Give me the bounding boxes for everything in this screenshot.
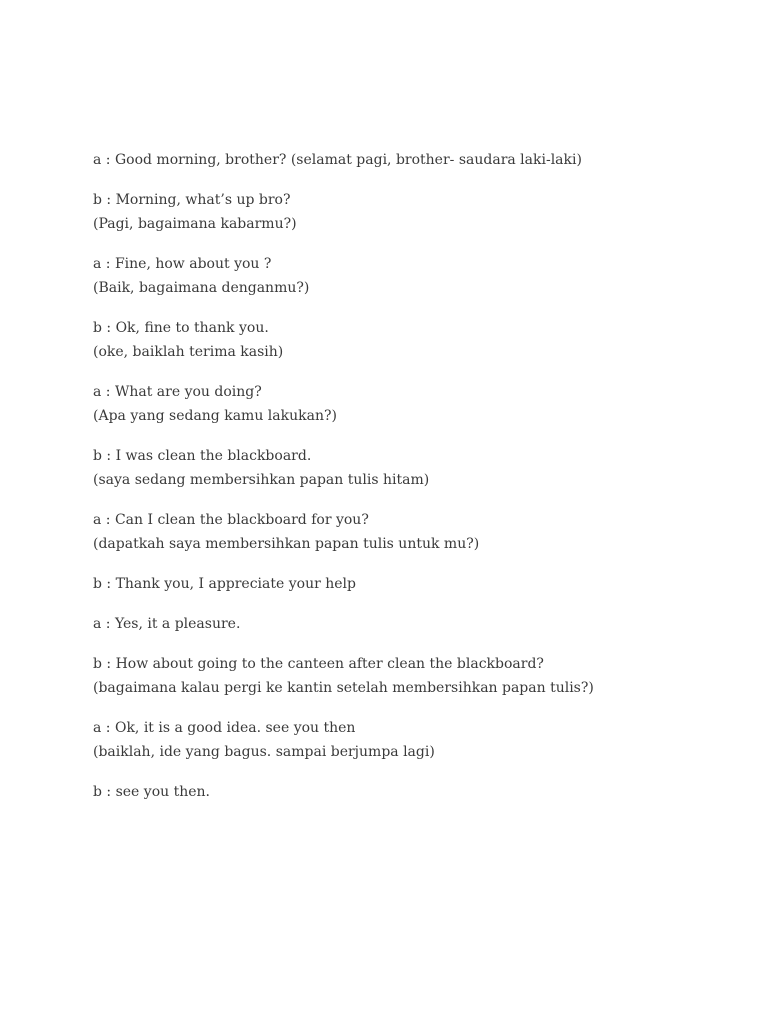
dialogue-turn: [93, 316, 733, 364]
dialogue-translation: (Pagi, bagaimana kabarmu?): [93, 216, 297, 232]
dialogue-translation: (oke, baiklah terima kasih): [93, 344, 284, 360]
dialogue-line: b : I was clean the blackboard.: [93, 448, 312, 464]
dialogue-turn: [93, 252, 733, 300]
dialogue-line: a : Ok, it is a good idea. see you then: [93, 720, 356, 736]
dialogue-line: b : Ok, fine to thank you.: [93, 320, 269, 336]
dialogue-turn: [93, 572, 733, 596]
dialogue-turn: [93, 716, 733, 764]
dialogue-line: b : How about going to the canteen after clean the blackboard?: [93, 656, 544, 672]
dialogue-turn: [93, 780, 733, 804]
dialogue-line: a : Can I clean the blackboard for you?: [93, 512, 369, 528]
dialogue-translation: (baiklah, ide yang bagus. sampai berjumpa lagi): [93, 744, 435, 760]
dialogue-line: a : Fine, how about you ?: [93, 256, 272, 272]
dialogue-line: b : Thank you, I appreciate your help: [93, 576, 356, 592]
dialogue-turn: [93, 612, 733, 636]
dialogue-line: a : Good morning, brother? (selamat pagi, brother- saudara laki-laki): [93, 152, 582, 168]
dialogue-translation: (dapatkah saya membersihkan papan tulis untuk mu?): [93, 536, 480, 552]
dialogue-line: a : Yes, it a pleasure.: [93, 616, 241, 632]
document-page: [93, 148, 733, 820]
dialogue-turn: [93, 380, 733, 428]
dialogue-turn: [93, 652, 733, 700]
dialogue-line: b : Morning, what’s up bro?: [93, 192, 291, 208]
dialogue-translation: (bagaimana kalau pergi ke kantin setelah membersihkan papan tulis?): [93, 680, 594, 696]
dialogue-line: b : see you then.: [93, 784, 210, 800]
dialogue-turn: [93, 444, 733, 492]
dialogue-translation: (Apa yang sedang kamu lakukan?): [93, 408, 337, 424]
dialogue-translation: (saya sedang membersihkan papan tulis hitam): [93, 472, 430, 488]
dialogue-line: a : What are you doing?: [93, 384, 262, 400]
dialogue-translation: (Baik, bagaimana denganmu?): [93, 280, 310, 296]
dialogue-turn: [93, 188, 733, 236]
dialogue-turn: [93, 148, 733, 172]
dialogue-turn: [93, 508, 733, 556]
